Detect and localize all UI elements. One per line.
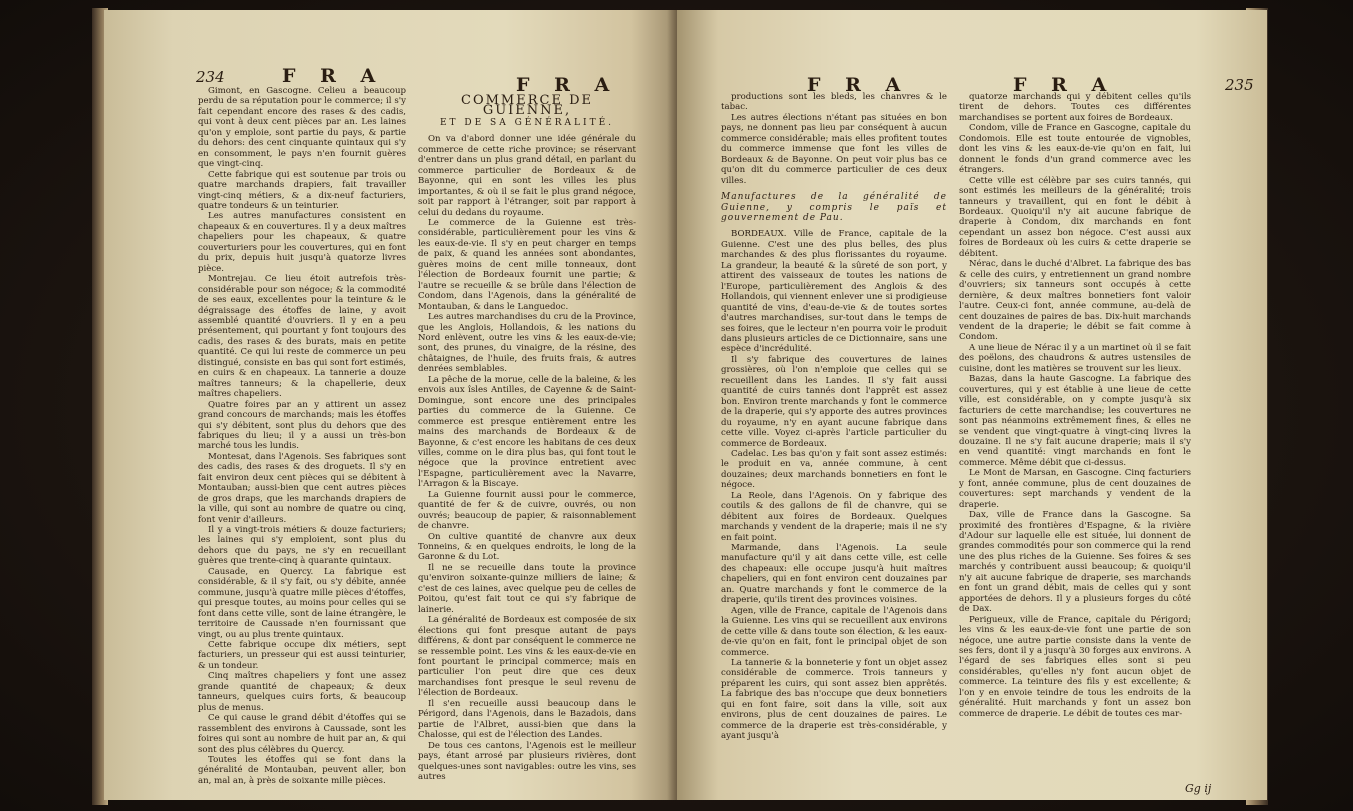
right-page-column-1 bbox=[721, 92, 947, 792]
paragraph: Le commerce de la Guienne est très-considérable, particulièrement pour les vins & les eaux-de-vie. Il s'y en peut charger en temps de paix, & quand les années sont abondantes, guères moins de cent mille tonneaux, dont l'élection de Bordeaux fournit une partie; & l'autre se recueille & se brûle dans l'élection de Condom, dans l'Agenois, dans la généralité de Montauban, & dans le Languedoc. bbox=[418, 217, 636, 312]
paragraph: On va d'abord donner une idée générale du commerce de cette riche province; se réservant d'entrer dans un plus grand détail, en parlant du commerce particulier de Bordeaux & de Bayonne, qui en sont les villes les plus importantes, & où il se fait le plus grand négoce, soit par rapport à l'étranger, soit par rapport à celui du dedans du royaume. bbox=[418, 134, 636, 218]
paragraph: Nérac, dans le duché d'Albret. La fabrique des bas & celle des cuirs, y entretiennent un grand nombre d'ouvriers; six tanneurs sont occupés à cette dernière, & deux maîtres bonnetiers font valoir l'autre. Ceux-ci font, année commune, au-delà de cent douzaines de paires de bas. Dix-huit marchands vendent de la draperie; le débit se fait comme à Condom. bbox=[959, 259, 1191, 343]
paragraph: La Guienne fournit aussi pour le commerce, quantité de fer & de cuivre, ouvrés, ou non ouvrés; beaucoup de papier, & raisonnablement de chanvre. bbox=[418, 489, 636, 532]
signature-mark: Gg ij bbox=[1185, 782, 1212, 795]
paragraph: Montesat, dans l'Agenois. Ses fabriques sont des cadis, des rases & des droguets. Il s'y en fait environ deux cent pièces qui se débitent à Montauban; aussi-bien que cent autres pièces de gros draps, que les marchands drapiers de la ville, qui sont au nombre de quatre ou cinq, font venir d'ailleurs. bbox=[198, 451, 406, 525]
paragraph: Il s'en recueille aussi beaucoup dans le Périgord, dans l'Agenois, dans le Bazadois, dans partie de l'Albret, aussi-bien que dans la Chalosse, qui est de l'élection des Landes. bbox=[418, 698, 636, 741]
paragraph: La généralité de Bordeaux est composée de six élections qui font presque autant de pays différens, & dont par conséquent le commerce ne se ressemble point. Les vins & les eaux-de-vie en font pourtant le principal commerce; mais en particulier l'on peut dire que ces deux marchandises font presque le seul revenu de l'élection de Bordeaux. bbox=[418, 615, 636, 699]
page-number-right: 235 bbox=[1225, 76, 1254, 94]
running-head-left-col2: F R A bbox=[516, 74, 619, 96]
paragraph: La pêche de la morue, celle de la baleine, & les envois aux îsles Antilles, de Cayenne & de Saint-Domingue, sont encore une des principales parties du commerce de la Guienne. Ce commerce est presque entièrement entre les mains des marchands de Bordeaux & de Bayonne, & c'est encore les habitans de ces deux villes, comme on le dira plus bas, qui font tout le négoce que la province entretient avec l'Espagne, particulièrement avec la Navarre, l'Arragon & la Biscaye. bbox=[418, 374, 636, 490]
paragraph: Perigueux, ville de France, capitale du Périgord; les vins & les eaux-de-vie font une partie de son négoce, une autre partie consiste dans la vente de ses fers, dont il y a jusqu'à 30 forges aux environs. A l'égard de ses fabriques elles sont si peu considérables, qu'elles n'y font aucun objet de commerce. La teinture des fils y est excellente; & l'on y en envoie teindre de tous les endroits de la généralité. Huit marchands y font un assez bon commerce de draperie. Le débit de toutes ces mar- bbox=[959, 614, 1191, 719]
paragraph: Cadelac. Les bas qu'on y fait sont assez estimés: le produit en va, année commune, à cent douzaines; deux marchands bonnetiers en font le négoce. bbox=[721, 448, 947, 491]
left-page-column-1 bbox=[198, 86, 406, 786]
paragraph: Le Mont de Marsan, en Gascogne. Cinq facturiers y font, année commune, plus de cent douzaines de couvertures: sept marchands y vendent de la draperie. bbox=[959, 468, 1191, 510]
paragraph: Cette ville est célèbre par ses cuirs tannés, qui sont estimés les meilleurs de la généralité; trois tanneurs y travaillent, qui en font le débit à Bordeaux. Quoiqu'il n'y ait aucune fabrique de draperie à Condom, dix marchands en font cependant un assez bon négoce. C'est aussi aux foires de Bordeaux où les cuirs & cette draperie se débitent. bbox=[959, 175, 1191, 259]
paragraph: On cultive quantité de chanvre aux deux Tonneins, & en quelques endroits, le long de la Garonne & du Lot. bbox=[418, 531, 636, 563]
paragraph: Causade, en Quercy. La fabrique est considérable, & il s'y fait, ou s'y débite, année commune, jusqu'à quatre mille pièces d'étoffes, qui presque toutes, au moins pour celles qui se font dans cette ville, sont de laine étrangère, le territoire de Caussade n'en fournissant que vingt, ou au plus trente quintaux. bbox=[198, 566, 406, 640]
paragraph: Il s'y fabrique des couvertures de laines grossières, où l'on n'emploie que celles qui se recueillent dans les Landes. Il s'y fait aussi quantité de cuirs tannés dont l'apprêt est assez bon. Environ trente marchands y font le commerce de la draperie, qui s'y apporte des autres provinces du royaume, n'y en ayant aucune fabrique dans cette ville. Voyez ci-après l'article particulier du commerce de Bordeaux. bbox=[721, 354, 947, 449]
page-number-left: 234 bbox=[196, 68, 225, 86]
paragraph: BORDEAUX. Ville de France, capitale de la Guienne. C'est une des plus belles, des plus marchandes & des plus florissantes du royaume. La grandeur, la beauté & la sûreté de son port, y attirent des vaisseaux de toutes les nations de l'Europe, particulièrement des Anglois & des Hollandois, qui viennent enlever une si prodigieuse quantité de vins, d'eau-de-vie & de toutes sortes d'autres marchandises, sur-tout dans le temps de ses foires, que le lecteur n'en pourra voir le produit dans plusieurs articles de ce Dictionnaire, sans une espèce d'incrédulité. bbox=[721, 229, 947, 355]
paragraph: Gimont, en Gascogne. Celieu a beaucoup perdu de sa réputation pour le commerce; il s'y fait cependant encore des rases & des cadis, qui vont à deux cent pièces par an. Les laines qu'on y emploie, sont partie du pays, & partie du dehors: des cent cinquante quintaux qui s'y en consomment, le pays n'en fournit guères que vingt-cinq. bbox=[198, 86, 406, 170]
paragraph: Les autres manufactures consistent en chapeaux & en couvertures. Il y a deux maîtres chapeliers pour les chapeaux, & quatre couverturiers pour les couvertures, qui en font du prix, depuis huit jusqu'à quatorze livres pièce. bbox=[198, 211, 406, 274]
paragraph: Marmande, dans l'Agenois. La seule manufacture qu'il y ait dans cette ville, est celle des chapeaux: elle occupe jusqu'à huit maîtres chapeliers, qui en font environ cent douzaines par an. Quatre marchands y font le commerce de la draperie, qu'ils tirent des provinces voisines. bbox=[721, 543, 947, 606]
paragraph: Ce qui cause le grand débit d'étoffes qui se rassemblent des environs à Caussade, sont les foires qui sont au nombre de huit par an, & qui sont des plus célèbres du Quercy. bbox=[198, 713, 406, 755]
left-page bbox=[104, 10, 677, 800]
paragraph: Cette fabrique qui est soutenue par trois ou quatre marchands drapiers, fait travailler vingt-cinq métiers, & a dix-neuf facturiers, quatre tondeurs & un teinturier. bbox=[198, 169, 406, 211]
paragraph: Montrejau. Ce lieu étoit autrefois très-considérable pour son négoce; & la commodité de ses eaux, excellentes pour la teinture & le dégraissage des étoffes de laine, y avoit assemblé quantité d'ouvriers. Il y en a peu présentement, qui pourtant y font toujours des cadis, des rases & des burats, mais en petite quantité. Ce qui lui reste de commerce un peu distingué, consiste en bas qui sont fort estimés, en cuirs & en chapeaux. La tannerie a douze maîtres tanneurs; & la chapellerie, deux maîtres chapeliers. bbox=[198, 274, 406, 400]
paragraph: Bazas, dans la haute Gascogne. La fabrique des couvertures, qui y est établie à une lieue de cette ville, est considérable, on y compte jusqu'à six facturiers de cette marchandise; les couvertures ne sont pas néanmoins extrêmement fines, & elles ne se vendent que vingt-quatre à vingt-cinq livres la douzaine. Il ne s'y fait aucune draperie; mais il s'y en vend quantité: vingt marchands en font le commerce. Même débit que ci-dessus. bbox=[959, 374, 1191, 468]
running-head-right-col2: F R A bbox=[1013, 74, 1116, 96]
paragraph: La Reole, dans l'Agenois. On y fabrique des coutils & des gallons de fil de chanvre, qui se débitent aux foires de Bordeaux. Quelques marchands y vendent de la draperie; mais il ne s'y en fait point. bbox=[721, 490, 947, 543]
paragraph: A une lieue de Nérac il y a un martinet où il se fait des poëlons, des chaudrons & autres ustensiles de cuisine, dont les matières se trouvent sur les lieux. bbox=[959, 342, 1191, 374]
manufactures-rubric: Manufactures de la généralité de Guienne, y compris le païs et gouvernement de Pau. bbox=[721, 192, 947, 223]
paragraph: productions sont les bleds, les chanvres & le tabac. bbox=[721, 92, 947, 113]
paragraph: Condom, ville de France en Gascogne, capitale du Condomois. Elle est toute entourée de vignobles, dont les vins & les eaux-de-vie qu'on en fait, lui donnent le fonds d'un grand commerce avec les étrangers. bbox=[959, 123, 1191, 176]
section-subtitle: ET DE SA GÉNÉRALITÉ. bbox=[439, 117, 615, 128]
right-page bbox=[677, 10, 1267, 800]
running-head-left-col1: F R A bbox=[282, 65, 385, 87]
paragraph: Il ne se recueille dans toute la province qu'environ soixante-quinze milliers de laine; & c'est de ces laines, avec quelque peu de celles de Poitou, qu'est fait tout ce qui s'y fabrique de lainerie. bbox=[418, 562, 636, 615]
paragraph: Les autres élections n'étant pas situées en bon pays, ne donnent pas lieu par conséquent à aucun commerce considérable; mais elles profitent toutes du commerce immense que font les villes de Bordeaux & de Bayonne. On peut voir plus bas ce qu'on dit du commerce particulier de ces deux villes. bbox=[721, 112, 947, 186]
right-page-column-2 bbox=[959, 92, 1191, 782]
paragraph: Cinq maîtres chapeliers y font une assez grande quantité de chapeaux; & deux tanneurs, quelques cuirs forts, & beaucoup plus de menus. bbox=[198, 671, 406, 713]
paragraph: Dax, ville de France dans la Gascogne. Sa proximité des frontières d'Espagne, & la rivière d'Adour sur laquelle elle est située, lui donnent de grandes commodités pour son commerce qui la rend une des plus riches de la Guienne. Ses foires & ses marchés y contribuent aussi beaucoup; & quoiqu'il n'y ait aucune fabrique de draperie, ses marchands en font un grand débit, mais de celles qui y sont apportées de dehors. Il y a plusieurs forges du côté de Dax. bbox=[959, 510, 1191, 615]
paragraph: Cette fabrique occupe dix métiers, sept facturiers, un presseur qui est aussi teinturier, & un tondeur. bbox=[198, 640, 406, 671]
section-title-guienne: COMMERCE DE GUIENNE, bbox=[461, 94, 593, 119]
paragraph: Quatre foires par an y attirent un assez grand concours de marchands; mais les étoffes qui s'y débitent, sont plus du dehors que des fabriques du lieu; il y a aussi un très-bon marché tous les lundis. bbox=[198, 399, 406, 452]
paragraph: Les autres marchandises du cru de la Province, que les Anglois, Hollandois, & les nations du Nord enlèvent, outre les vins & les eaux-de-vie; sont, des prunes, du vinaigre, de la résine, des châtaignes, de l'huile, des fruits frais, & autres denrées semblables. bbox=[418, 312, 636, 375]
paragraph: De tous ces cantons, l'Agenois est le meilleur pays, étant arrosé par plusieurs rivières, dont quelques-unes sont navigables: outre les vins, ses autres bbox=[418, 740, 636, 782]
paragraph: Agen, ville de France, capitale de l'Agenois dans la Guienne. Les vins qui se recueillent aux environs de cette ville & dans toute son élection, & les eaux-de-vie qu'on en fait, font le principal objet de son commerce. bbox=[721, 605, 947, 658]
left-page-column-2 bbox=[418, 94, 636, 790]
running-head-right-col1: F R A bbox=[807, 74, 910, 96]
paragraph: La tannerie & la bonneterie y font un objet assez considérable de commerce. Trois tanneurs y préparent les cuirs, qui sont assez bien apprêtés. La fabrique des bas n'occupe que deux bonnetiers qui en font faire, soit dans la ville, soit aux environs, plus de cent douzaines de paires. Le commerce de la draperie est très-considérable, y ayant jusqu'à bbox=[721, 658, 947, 742]
paragraph: quatorze marchands qui y débitent celles qu'ils tirent de dehors. Toutes ces différentes marchandises se portent aux foires de Bordeaux. bbox=[959, 92, 1191, 123]
paragraph: Il y a vingt-trois métiers & douze facturiers; les laines qui s'y emploient, sont plus du dehors que du pays, ne s'y en recueillant guères que trente-cinq à quarante quintaux. bbox=[198, 525, 406, 567]
paragraph: Toutes les étoffes qui se font dans la généralité de Montauban, peuvent aller, bon an, mal an, à près de soixante mille pièces. bbox=[198, 755, 406, 786]
